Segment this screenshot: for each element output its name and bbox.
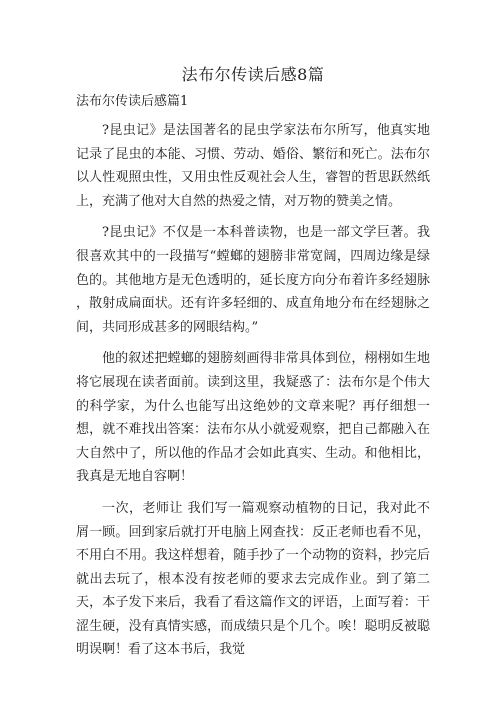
document-body <box>76 119 430 670</box>
paragraph-1: ?昆虫记》是法国著名的昆虫学家法布尔所写，他真实地记录了昆虫的本能、习惯、劳动、婚俗、繁衍和死亡。法布尔以人性观照虫性，又用虫性反观社会人生，睿智的哲思跃然纸上，充满了他对大自然的热爱之情，对万物的赞美之情。 <box>76 123 430 209</box>
paragraph-4: 一次，老师让 我们写一篇观察动植物的日记，我对此不屑一顾。回到家后就打开电脑上网查找：反正老师也看不见，不用白不用。我这样想着，随手抄了一个动物的资料，抄完后就出去玩了，根本没有按老师的要求去完成作业。到了第二天，本子发下来后，我看了看这篇作文的评语，上面写着：干涩生硬，没有真情实感，而成绩只是个几个。唉！聪明反被聪明误啊！看了这本书后，我觉 <box>76 500 430 658</box>
paragraph-2: ?昆虫记》不仅是一本科普读物，也是一部文学巨著。我很喜欢其中的一段描写“螳螂的翅膀非常宽阔，四周边缘是绿色的。其他地方是无色透明的，延长度方向分布着许多经翅脉 ，散射成扁面状。还有许多轻细的、成直角地分布在经翅脉之间，共同形成甚多的网眼结构。” <box>76 225 430 335</box>
document-title: 法布尔传读后感8篇 <box>181 65 325 84</box>
section-subtitle: 法布尔传读后感篇1 <box>76 94 189 109</box>
paragraph-3: 他的叙述把螳螂的翅膀刻画得非常具体到位，栩栩如生地将它展现在读者面前。读到这里，我疑惑了：法布尔是个伟大的科学家，为什么也能写出这绝妙的文章来呢？再仔细想一想，就不难找出答案：法布尔从小就爱观察，把自己都融入在大自然中了，所以他的作品才会如此真实、生动。和他相比，我真是无地自容啊！ <box>76 351 430 485</box>
